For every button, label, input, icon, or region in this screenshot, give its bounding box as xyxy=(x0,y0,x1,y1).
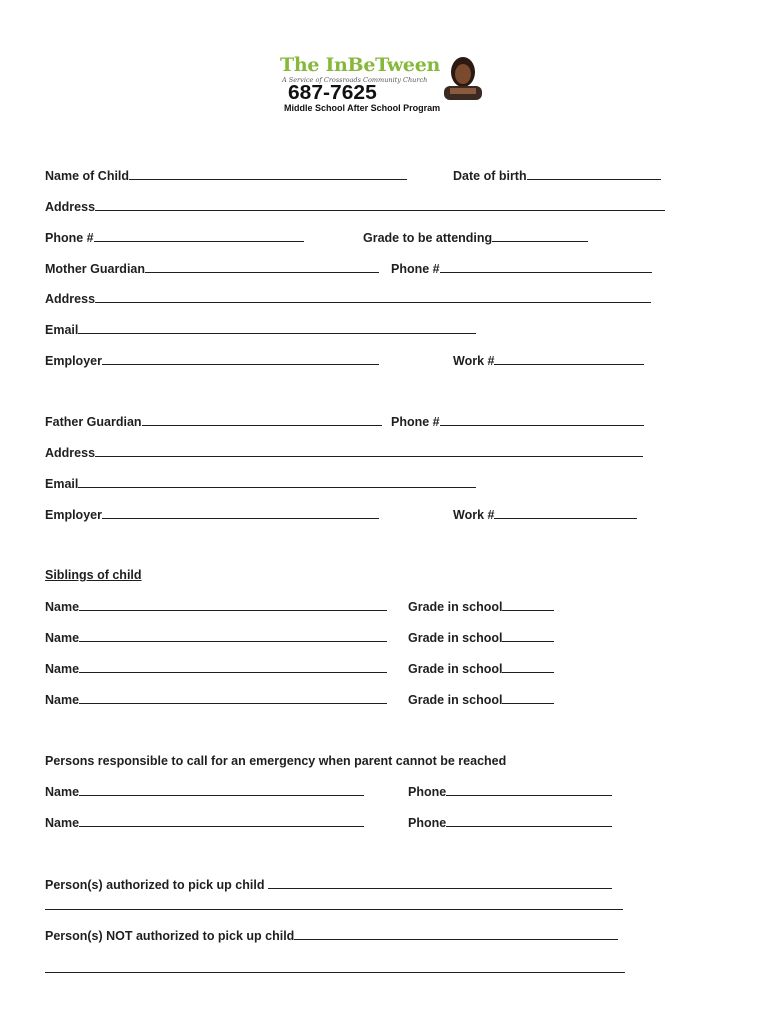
sibling-grade-field[interactable] xyxy=(408,630,554,645)
father-work-field[interactable] xyxy=(453,507,637,522)
child-name-field[interactable] xyxy=(45,168,407,183)
emergency-phone-line xyxy=(446,784,612,796)
mother-employer-field[interactable] xyxy=(45,353,379,368)
authorized-pickup-label: Person(s) authorized to pick up child xyxy=(45,878,265,892)
not-authorized-pickup-label: Person(s) NOT authorized to pick up child xyxy=(45,929,295,943)
mother-phone-line xyxy=(440,261,652,273)
mother-work-line xyxy=(494,353,644,365)
child-dob-label: Date of birth xyxy=(453,169,527,183)
sibling-name-line xyxy=(79,692,387,704)
emergency-phone-line xyxy=(446,815,612,827)
sibling-name-line xyxy=(79,661,387,673)
child-name-label: Name of Child xyxy=(45,169,130,183)
sibling-grade-label: Grade in school xyxy=(408,693,503,707)
father-name-label: Father Guardian xyxy=(45,415,142,429)
sibling-grade-line xyxy=(502,599,554,611)
emergency-name-field[interactable] xyxy=(45,784,364,799)
mother-employer-line xyxy=(102,353,379,365)
mother-address-line xyxy=(95,291,651,303)
student-illustration-icon xyxy=(438,54,488,102)
child-grade-field[interactable] xyxy=(363,230,588,245)
mother-name-label: Mother Guardian xyxy=(45,262,146,276)
father-phone-label: Phone # xyxy=(391,415,440,429)
authorized-pickup-continuation-line[interactable] xyxy=(45,909,623,910)
sibling-name-label: Name xyxy=(45,600,80,614)
emergency-name-label: Name xyxy=(45,785,80,799)
sibling-name-label: Name xyxy=(45,662,80,676)
emergency-name-label: Name xyxy=(45,816,80,830)
father-employer-label: Employer xyxy=(45,508,102,522)
child-address-label: Address xyxy=(45,200,96,214)
child-address-line xyxy=(95,199,665,211)
mother-email-label: Email xyxy=(45,323,79,337)
logo-subtitle: A Service of Crossroads Community Church xyxy=(282,76,428,84)
mother-address-field[interactable] xyxy=(45,291,651,306)
mother-work-label: Work # xyxy=(453,354,495,368)
sibling-name-field[interactable] xyxy=(45,599,387,614)
sibling-name-field[interactable] xyxy=(45,630,387,645)
father-work-line xyxy=(494,507,637,519)
sibling-name-field[interactable] xyxy=(45,692,387,707)
father-employer-line xyxy=(102,507,379,519)
child-phone-field[interactable] xyxy=(45,230,304,245)
not-authorized-pickup-continuation-line[interactable] xyxy=(45,972,625,973)
sibling-name-line xyxy=(79,599,387,611)
child-dob-field[interactable] xyxy=(453,168,661,183)
father-phone-field[interactable] xyxy=(391,414,644,429)
sibling-name-label: Name xyxy=(45,631,80,645)
not-authorized-pickup-field[interactable] xyxy=(45,928,618,943)
mother-name-line xyxy=(145,261,379,273)
emergency-heading: Persons responsible to call for an emergency when parent cannot be reached xyxy=(45,754,507,768)
father-email-label: Email xyxy=(45,477,79,491)
father-email-line xyxy=(78,476,476,488)
child-grade-line xyxy=(492,230,588,242)
sibling-grade-line xyxy=(502,692,554,704)
sibling-grade-label: Grade in school xyxy=(408,662,503,676)
child-phone-line xyxy=(94,230,304,242)
emergency-phone-label: Phone xyxy=(408,816,447,830)
emergency-phone-field[interactable] xyxy=(408,815,612,830)
emergency-name-line xyxy=(79,784,364,796)
mother-employer-label: Employer xyxy=(45,354,102,368)
program-logo xyxy=(278,52,498,118)
sibling-grade-field[interactable] xyxy=(408,661,554,676)
father-address-line xyxy=(95,445,643,457)
father-address-label: Address xyxy=(45,446,96,460)
not-authorized-pickup-line xyxy=(294,928,618,940)
father-name-line xyxy=(142,414,382,426)
emergency-name-line xyxy=(79,815,364,827)
mother-work-field[interactable] xyxy=(453,353,644,368)
emergency-phone-label: Phone xyxy=(408,785,447,799)
sibling-grade-field[interactable] xyxy=(408,692,554,707)
child-grade-label: Grade to be attending xyxy=(363,231,493,245)
logo-phone: 687-7625 xyxy=(288,82,377,104)
logo-tagline: Middle School After School Program xyxy=(284,103,441,113)
sibling-grade-label: Grade in school xyxy=(408,631,503,645)
sibling-grade-label: Grade in school xyxy=(408,600,503,614)
child-phone-label: Phone # xyxy=(45,231,94,245)
mother-phone-field[interactable] xyxy=(391,261,652,276)
authorized-pickup-field[interactable] xyxy=(45,877,612,892)
sibling-name-field[interactable] xyxy=(45,661,387,676)
sibling-grade-line xyxy=(502,661,554,673)
authorized-pickup-line xyxy=(268,877,612,889)
father-name-field[interactable] xyxy=(45,414,382,429)
sibling-grade-field[interactable] xyxy=(408,599,554,614)
mother-phone-label: Phone # xyxy=(391,262,440,276)
father-email-field[interactable] xyxy=(45,476,476,491)
siblings-heading: Siblings of child xyxy=(45,568,142,582)
sibling-name-line xyxy=(79,630,387,642)
father-address-field[interactable] xyxy=(45,445,643,460)
sibling-grade-line xyxy=(502,630,554,642)
mother-email-field[interactable] xyxy=(45,322,476,337)
father-employer-field[interactable] xyxy=(45,507,379,522)
mother-address-label: Address xyxy=(45,292,96,306)
father-work-label: Work # xyxy=(453,508,495,522)
father-phone-line xyxy=(440,414,644,426)
child-dob-line xyxy=(527,168,661,180)
child-name-line xyxy=(129,168,407,180)
emergency-phone-field[interactable] xyxy=(408,784,612,799)
sibling-name-label: Name xyxy=(45,693,80,707)
logo-title: The InBeTween xyxy=(280,54,441,76)
emergency-name-field[interactable] xyxy=(45,815,364,830)
child-address-field[interactable] xyxy=(45,199,665,214)
mother-email-line xyxy=(78,322,476,334)
mother-name-field[interactable] xyxy=(45,261,379,276)
